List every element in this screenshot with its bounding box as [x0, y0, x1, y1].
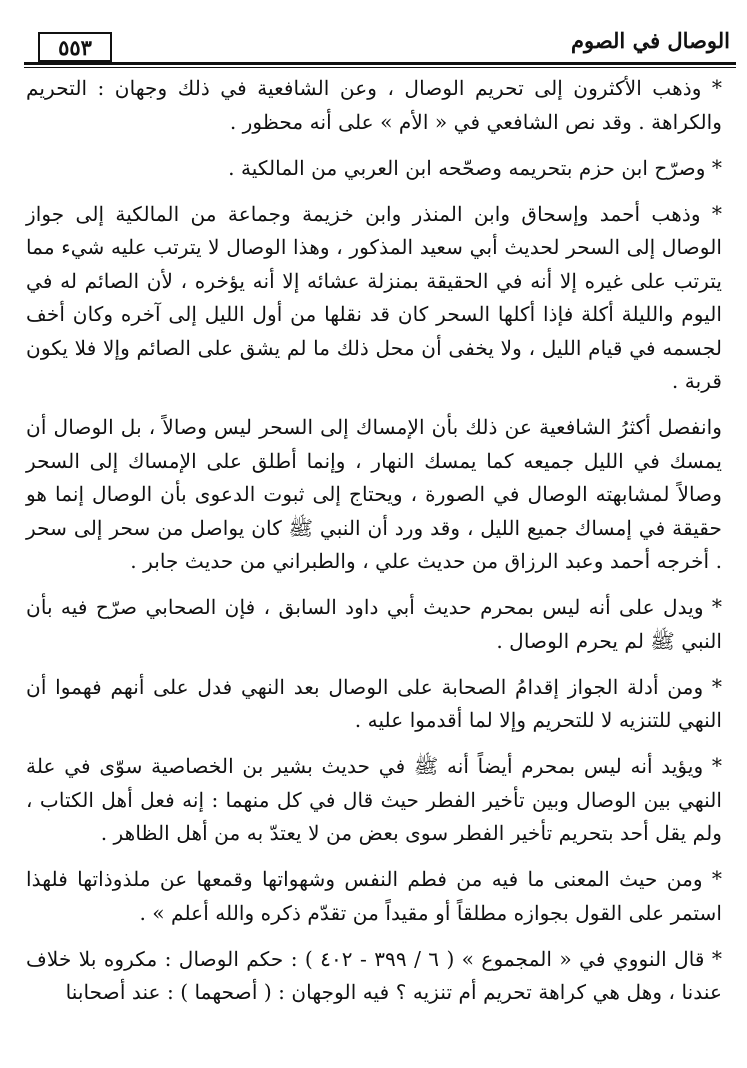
running-title: الوصال في الصوم [570, 28, 730, 53]
paragraph: * ويؤيد أنه ليس بمحرم أيضاً أنه ﷺ في حديث بشير بن الخصاصية سوّى في علة النهي بين الوصال وبين تأخير الفطر حيث قال في كل منهما : إنه فعل أهل الكتاب ، ولم يقل أحد بتحريم تأخير الفطر سوى بعض من لا يعتدّ به من أهل الظاهر . [26, 754, 722, 845]
body-text [26, 72, 722, 1022]
page-number-box: ٥٥٣ [38, 32, 112, 62]
paragraph: * ومن أدلة الجواز إقدامُ الصحابة على الوصال بعد النهي فدل على أنهم فهموا أن النهي للتنزيه لا للتحريم وإلا لما أقدموا عليه . [26, 674, 722, 732]
paragraph: * وذهب الأكثرون إلى تحريم الوصال ، وعن الشافعية في ذلك وجهان : التحريم والكراهة . وقد نص الشافعي في « الأم » على أنه محظور . [26, 76, 722, 134]
paragraph: * ويدل على أنه ليس بمحرم حديث أبي داود السابق ، فإن الصحابي صرّح فيه بأن النبي ﷺ لم يحرم الوصال . [26, 595, 722, 653]
header-rule-thin [24, 67, 736, 68]
paragraph: وانفصل أكثرُ الشافعية عن ذلك بأن الإمساك إلى السحر ليس وصالاً ، بل الوصال أن يمسك في الليل جميعه كما يمسك النهار ، وإنما أطلق على الإمساك إلى السحر وصالاً لمشابهته الوصال في الصورة ، ويحتاج إلى ثبوت الدعوى بأن الوصال إنما هو حقيقة في إمساك جميع الليل ، وقد ورد أن النبي ﷺ كان يواصل من سحر إلى سحر . أخرجه أحمد وعبد الرزاق من حديث علي ، والطبراني من حديث جابر . [26, 415, 722, 573]
paragraph: * وصرّح ابن حزم بتحريمه وصحّحه ابن العربي من المالكية . [228, 155, 722, 180]
page-header [24, 26, 736, 62]
paragraph: * ومن حيث المعنى ما فيه من فطم النفس وشهواتها وقمعها عن ملذوذاتها فلهذا استمر على القول بجوازه مطلقاً أو مقيداً من تقدّم ذكره والله أعلم » . [26, 867, 722, 925]
paragraph: * قال النووي في « المجموع » ( ٦ / ٣٩٩ - ٤٠٢ ) : حكم الوصال : مكروه بلا خلاف عندنا ، وهل هي كراهة تحريم أم تنزيه ؟ فيه الوجهان : ( أصحهما ) : عند أصحابنا [26, 946, 723, 1004]
header-rule [24, 62, 736, 65]
paragraph: * وذهب أحمد وإسحاق وابن المنذر وابن خزيمة وجماعة من المالكية إلى جواز الوصال إلى السحر لحديث أبي سعيد المذكور ، وهذا الوصال لا يترتب عليه شيء مما يترتب على غيره إلا أنه في الحقيقة بمنزلة عشائه إلا أنه يؤخره ، لأن الصائم له في اليوم والليلة أكلة فإذا أكلها السحر كان قد نقلها من أول الليل إلى آخره وكان أخف لجسمه في قيام الليل ، ولا يخفى أن محل ذلك ما لم يشق على الصائم وإلا فلا يكون قربة . [26, 201, 722, 393]
